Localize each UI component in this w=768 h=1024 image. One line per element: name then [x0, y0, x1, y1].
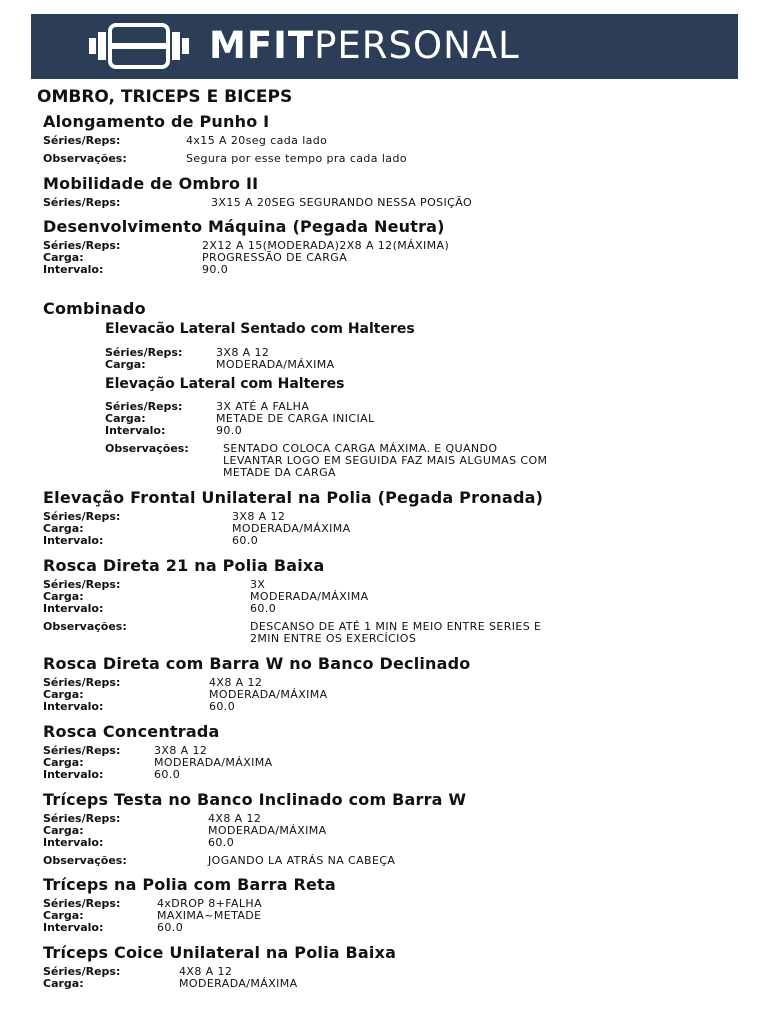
brand-name — [209, 26, 520, 66]
exercise-title: Elevação Frontal Unilateral na Polia (Pegada Pronada) — [43, 488, 544, 507]
brand-name-bold: MFIT — [209, 24, 315, 67]
rest-label: Intervalo: — [43, 836, 104, 849]
sets-reps-value: 3X — [250, 578, 266, 591]
rest-value: 60.0 — [250, 602, 277, 615]
exercise-title: Elevação Lateral com Halteres — [105, 376, 345, 392]
rest-value: 90.0 — [202, 263, 229, 276]
rest-value: 60.0 — [232, 534, 259, 547]
notes-value: SENTADO COLOCA CARGA MÁXIMA. E QUANDO — [223, 442, 498, 455]
load-label: Carga: — [43, 688, 84, 701]
notes-value: Segura por esse tempo pra cada lado — [186, 152, 407, 165]
rest-value: 60.0 — [154, 768, 181, 781]
rest-label: Intervalo: — [43, 534, 104, 547]
notes-label: Observações: — [43, 152, 127, 165]
sets-reps-label: Séries/Reps: — [105, 346, 183, 359]
notes-value: DESCANSO DE ATÉ 1 MIN E MEIO ENTRE SERIES E — [250, 620, 542, 633]
load-label: Carga: — [43, 590, 84, 603]
rest-label: Intervalo: — [105, 424, 166, 437]
sets-reps-label: Séries/Reps: — [43, 196, 121, 209]
rest-label: Intervalo: — [43, 700, 104, 713]
sets-reps-value: 4x15 A 20seg cada lado — [186, 134, 328, 147]
combined-section-title: Combinado — [43, 299, 146, 318]
rest-value: 60.0 — [157, 921, 184, 934]
sets-reps-value: 4xDROP 8+FALHA — [157, 897, 262, 910]
exercise-title: Desenvolvimento Máquina (Pegada Neutra) — [43, 217, 445, 236]
load-value: MAXIMA~METADE — [157, 909, 262, 922]
load-label: Carga: — [43, 909, 84, 922]
notes-value: 2MIN ENTRE OS EXERCÍCIOS — [250, 632, 417, 645]
exercise-title: Tríceps na Polia com Barra Reta — [43, 875, 336, 894]
sets-reps-label: Séries/Reps: — [43, 744, 121, 757]
exercise-title: Rosca Direta com Barra W no Banco Declinado — [43, 654, 471, 673]
load-value: MODERADA/MÁXIMA — [209, 688, 328, 701]
load-label: Carga: — [43, 756, 84, 769]
brand-header — [31, 14, 738, 79]
rest-label: Intervalo: — [43, 768, 104, 781]
dumbbell-logo-icon — [89, 22, 189, 70]
exercise-title: Alongamento de Punho I — [43, 112, 270, 131]
load-label: Carga: — [43, 977, 84, 990]
sets-reps-label: Séries/Reps: — [43, 578, 121, 591]
notes-label: Observações: — [105, 442, 189, 455]
exercise-title: Mobilidade de Ombro II — [43, 174, 259, 193]
rest-value: 60.0 — [208, 836, 235, 849]
notes-value: JOGANDO LA ATRÁS NA CABEÇA — [208, 854, 396, 867]
sets-reps-value: 4X8 A 12 — [208, 812, 262, 825]
brand-name-light: PERSONAL — [314, 24, 520, 67]
page-title: OMBRO, TRICEPS E BICEPS — [37, 87, 293, 107]
rest-label: Intervalo: — [43, 921, 104, 934]
rest-value: 90.0 — [216, 424, 243, 437]
load-value: MODERADA/MÁXIMA — [208, 824, 327, 837]
sets-reps-value: 4X8 A 12 — [209, 676, 263, 689]
sets-reps-label: Séries/Reps: — [43, 676, 121, 689]
load-value: METADE DE CARGA INICIAL — [216, 412, 375, 425]
exercise-title: Tríceps Testa no Banco Inclinado com Barra W — [43, 790, 467, 809]
sets-reps-label: Séries/Reps: — [43, 965, 121, 978]
rest-label: Intervalo: — [43, 263, 104, 276]
load-value: MODERADA/MÁXIMA — [250, 590, 369, 603]
exercise-title: Elevacão Lateral Sentado com Halteres — [105, 321, 415, 337]
sets-reps-value: 4X8 A 12 — [179, 965, 233, 978]
sets-reps-value: 3X8 A 12 — [232, 510, 286, 523]
sets-reps-label: Séries/Reps: — [43, 239, 121, 252]
load-value: MODERADA/MÁXIMA — [232, 522, 351, 535]
sets-reps-label: Séries/Reps: — [105, 400, 183, 413]
rest-value: 60.0 — [209, 700, 236, 713]
exercise-title: Tríceps Coice Unilateral na Polia Baixa — [43, 943, 397, 962]
notes-value: LEVANTAR LOGO EM SEGUIDA FAZ MAIS ALGUMAS COM — [223, 454, 548, 467]
load-label: Carga: — [43, 824, 84, 837]
load-label: Carga: — [43, 251, 84, 264]
load-value: MODERADA/MÁXIMA — [154, 756, 273, 769]
load-value: MODERADA/MÁXIMA — [216, 358, 335, 371]
load-value: MODERADA/MÁXIMA — [179, 977, 298, 990]
notes-label: Observações: — [43, 854, 127, 867]
sets-reps-label: Séries/Reps: — [43, 812, 121, 825]
sets-reps-value: 3X ATÉ A FALHA — [216, 400, 310, 413]
rest-label: Intervalo: — [43, 602, 104, 615]
notes-value: METADE DA CARGA — [223, 466, 336, 479]
sets-reps-label: Séries/Reps: — [43, 510, 121, 523]
sets-reps-value: 3X15 A 20SEG SEGURANDO NESSA POSIÇÃO — [211, 196, 473, 209]
exercise-title: Rosca Concentrada — [43, 722, 220, 741]
sets-reps-value: 3X8 A 12 — [154, 744, 208, 757]
sets-reps-label: Séries/Reps: — [43, 897, 121, 910]
load-label: Carga: — [43, 522, 84, 535]
sets-reps-value: 2X12 A 15(MODERADA)2X8 A 12(MÁXIMA) — [202, 239, 450, 252]
notes-label: Observações: — [43, 620, 127, 633]
exercise-title: Rosca Direta 21 na Polia Baixa — [43, 556, 325, 575]
sets-reps-value: 3X8 A 12 — [216, 346, 270, 359]
load-value: PROGRESSÃO DE CARGA — [202, 251, 348, 264]
load-label: Carga: — [105, 358, 146, 371]
load-label: Carga: — [105, 412, 146, 425]
sets-reps-label: Séries/Reps: — [43, 134, 121, 147]
